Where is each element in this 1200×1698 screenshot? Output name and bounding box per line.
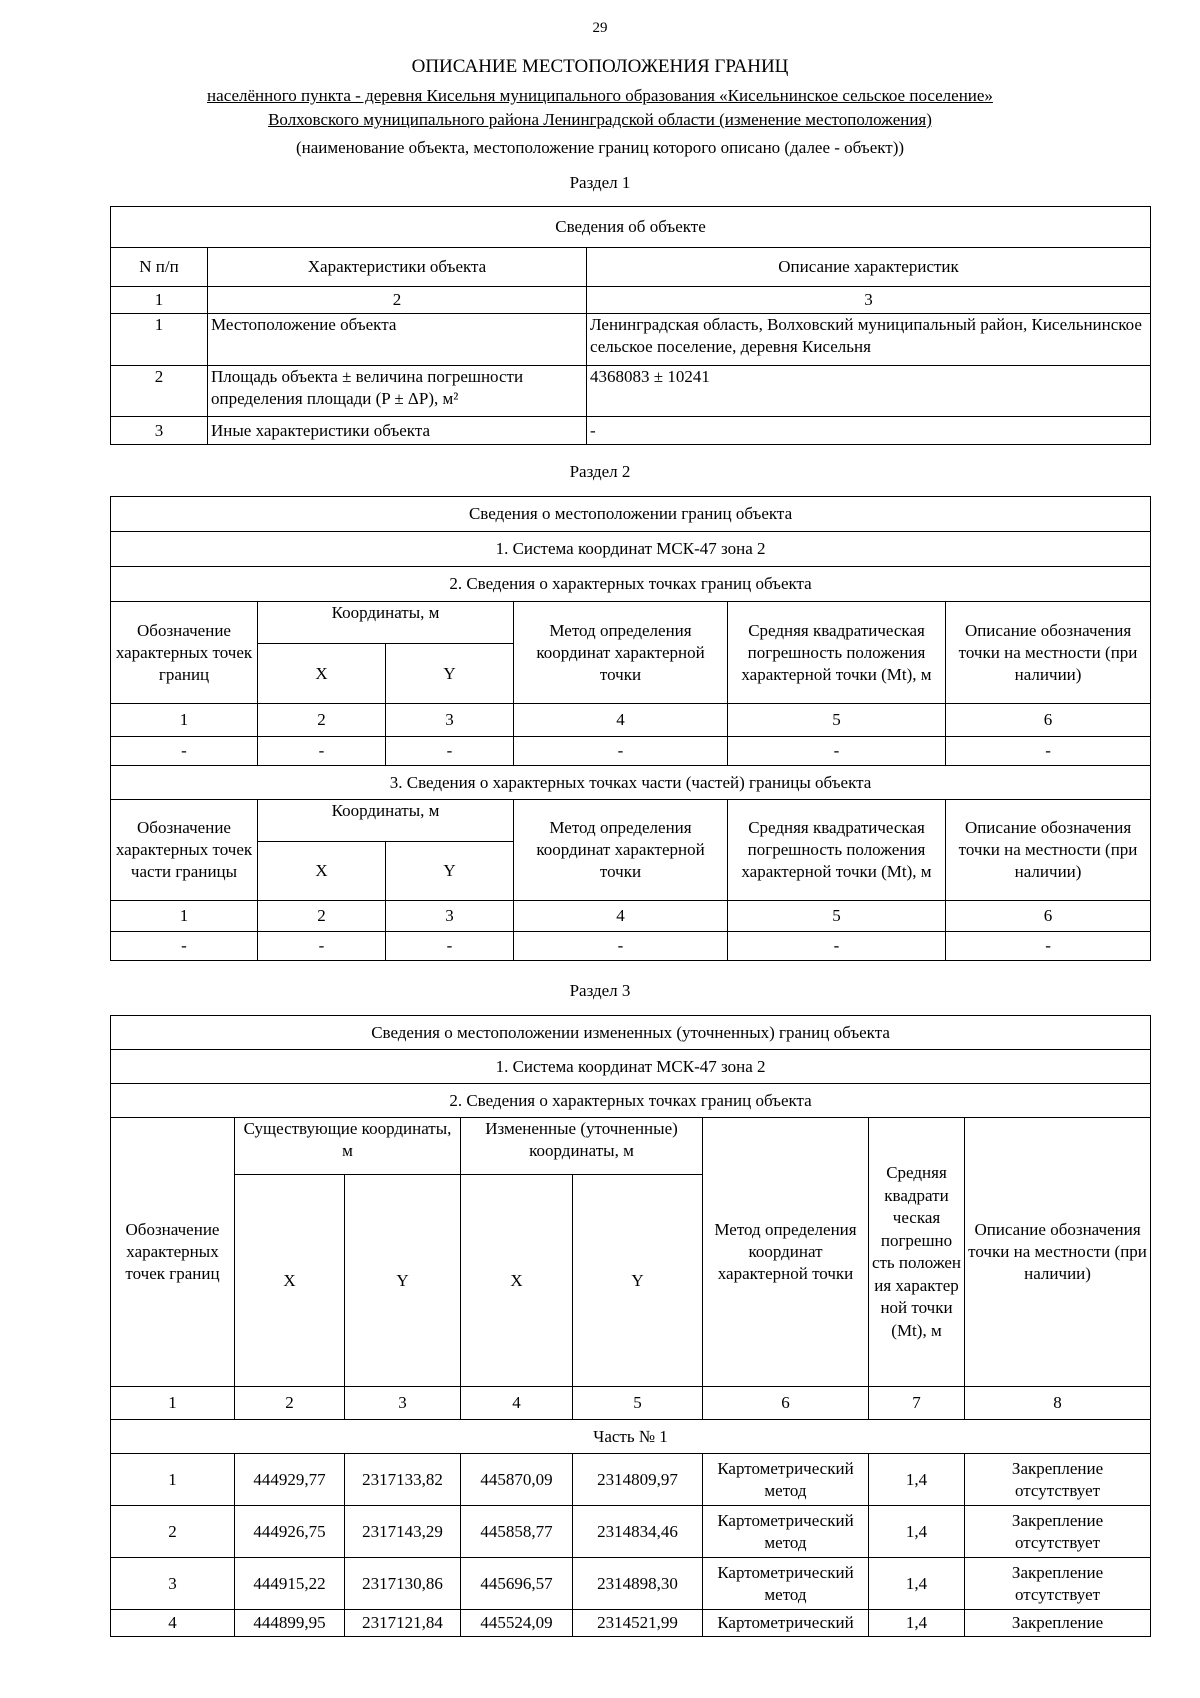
row-number: 3 <box>111 417 208 445</box>
header-method: Метод определения координат характерной точки <box>703 1118 869 1387</box>
section-1-table <box>110 206 1151 445</box>
existing-y: 2317143,29 <box>345 1506 461 1558</box>
col-number: 1 <box>111 704 258 737</box>
points-title: 2. Сведения о характерных точках границ объекта <box>111 1084 1151 1118</box>
existing-y: 2317121,84 <box>345 1610 461 1637</box>
point-description: Закрепление отсутствует <box>965 1454 1151 1506</box>
empty-cell: - <box>728 737 946 766</box>
header-point-description: Описание обозначения точки на местности (при наличии) <box>965 1118 1151 1387</box>
changed-x: 445696,57 <box>461 1558 573 1610</box>
page-number: 29 <box>592 20 608 36</box>
document-title: ОПИСАНИЕ МЕСТОПОЛОЖЕНИЯ ГРАНИЦ <box>411 56 789 77</box>
empty-cell: - <box>946 932 1151 961</box>
header-coordinates: Координаты, м <box>258 602 514 644</box>
section-3-table <box>110 1015 1151 1637</box>
header-designation: Обозначение характерных точек границ <box>111 1118 235 1387</box>
col-number: 3 <box>386 704 514 737</box>
col-number: 5 <box>573 1387 703 1420</box>
table-row <box>111 1558 1151 1610</box>
header-designation-part: Обозначение характерных точек части границы <box>111 800 258 901</box>
value-other: - <box>587 417 1151 445</box>
method: Картометрический метод <box>703 1454 869 1506</box>
table-row <box>111 1454 1151 1506</box>
section-2-table <box>110 496 1151 961</box>
changed-x: 445858,77 <box>461 1506 573 1558</box>
header-y: Y <box>386 644 514 704</box>
header-designation: Обозначение характерных точек границ <box>111 602 258 704</box>
existing-x: 444915,22 <box>235 1558 345 1610</box>
col-number: 2 <box>208 287 587 314</box>
header-changed-x: X <box>461 1175 573 1387</box>
coordinate-system: 1. Система координат МСК-47 зона 2 <box>111 532 1151 567</box>
col-number: 1 <box>111 287 208 314</box>
header-y: Y <box>386 842 514 901</box>
changed-y: 2314809,97 <box>573 1454 703 1506</box>
characteristic-other: Иные характеристики объекта <box>208 417 587 445</box>
method: Картометрический метод <box>703 1558 869 1610</box>
subtitle-line-1-text: населённого пункта - деревня Кисельня муниципального образования «Кисельнинское сельское поселение» <box>207 86 993 105</box>
col-number: 1 <box>111 901 258 932</box>
table-row <box>111 1610 1151 1637</box>
header-point-description: Описание обозначения точки на местности (при наличии) <box>946 800 1151 901</box>
col-number: 3 <box>345 1387 461 1420</box>
method: Картометрический метод <box>703 1506 869 1558</box>
subtitle-line-1 <box>0 85 1200 107</box>
col-number: 2 <box>258 704 386 737</box>
header-existing-x: X <box>235 1175 345 1387</box>
col-number: 7 <box>869 1387 965 1420</box>
subtitle-caption: (наименование объекта, местоположение границ которого описано (далее - объект)) <box>295 138 905 157</box>
empty-cell: - <box>514 932 728 961</box>
col-number: 2 <box>235 1387 345 1420</box>
col-number: 4 <box>514 901 728 932</box>
header-existing-coordinates: Существующие координаты, м <box>235 1118 461 1175</box>
empty-cell: - <box>728 932 946 961</box>
mt: 1,4 <box>869 1558 965 1610</box>
changed-y: 2314898,30 <box>573 1558 703 1610</box>
col-number: 8 <box>965 1387 1151 1420</box>
header-point-description: Описание обозначения точки на местности (при наличии) <box>946 602 1151 704</box>
point-number: 2 <box>111 1506 235 1558</box>
changed-y: 2314521,99 <box>573 1610 703 1637</box>
header-existing-y: Y <box>345 1175 461 1387</box>
empty-cell: - <box>111 932 258 961</box>
row-number: 2 <box>111 366 208 417</box>
col-number: 6 <box>703 1387 869 1420</box>
existing-x: 444926,75 <box>235 1506 345 1558</box>
header-number: N п/п <box>111 248 208 287</box>
mt: 1,4 <box>869 1454 965 1506</box>
row-number: 1 <box>111 314 208 366</box>
subtitle-line-2 <box>0 109 1200 131</box>
col-number: 6 <box>946 704 1151 737</box>
value-area: 4368083 ± 10241 <box>587 366 1151 417</box>
value-location: Ленинградская область, Волховский муниципальный район, Кисельнинское сельское поселение, деревня Кисельня <box>587 314 1151 366</box>
col-number: 4 <box>461 1387 573 1420</box>
point-description: Закрепление отсутствует <box>965 1558 1151 1610</box>
changed-y: 2314834,46 <box>573 1506 703 1558</box>
existing-y: 2317133,82 <box>345 1454 461 1506</box>
empty-cell: - <box>111 737 258 766</box>
existing-x: 444929,77 <box>235 1454 345 1506</box>
empty-cell: - <box>258 737 386 766</box>
col-number: 6 <box>946 901 1151 932</box>
col-number: 5 <box>728 901 946 932</box>
coordinate-system: 1. Система координат МСК-47 зона 2 <box>111 1050 1151 1084</box>
empty-cell: - <box>946 737 1151 766</box>
section-3-table-title: Сведения о местоположении измененных (уточненных) границ объекта <box>111 1016 1151 1050</box>
header-characteristics: Характеристики объекта <box>208 248 587 287</box>
subtitle-line-2-text: Волховского муниципального района Ленинградской области (изменение местоположения) <box>268 110 932 129</box>
header-error: Средняя квадратическая погрешность положения характерной точки (Mt), м <box>728 602 946 704</box>
changed-x: 445870,09 <box>461 1454 573 1506</box>
empty-cell: - <box>514 737 728 766</box>
table-row <box>111 1506 1151 1558</box>
header-method: Метод определения координат характерной точки <box>514 602 728 704</box>
section-3-heading: Раздел 3 <box>569 981 631 1000</box>
changed-x: 445524,09 <box>461 1610 573 1637</box>
characteristic-area: Площадь объекта ± величина погрешности определения площади (P ± ΔP), м² <box>208 366 587 417</box>
header-x: X <box>258 644 386 704</box>
empty-cell: - <box>386 737 514 766</box>
col-number: 3 <box>587 287 1151 314</box>
header-changed-y: Y <box>573 1175 703 1387</box>
point-number: 1 <box>111 1454 235 1506</box>
section-2-heading: Раздел 2 <box>569 462 631 481</box>
method: Картометрический <box>703 1610 869 1637</box>
col-number: 4 <box>514 704 728 737</box>
empty-cell: - <box>386 932 514 961</box>
header-description: Описание характеристик <box>587 248 1151 287</box>
mt: 1,4 <box>869 1506 965 1558</box>
point-description: Закрепление отсутствует <box>965 1506 1151 1558</box>
point-number: 4 <box>111 1610 235 1637</box>
points-title: 2. Сведения о характерных точках границ объекта <box>111 567 1151 602</box>
existing-x: 444899,95 <box>235 1610 345 1637</box>
mt: 1,4 <box>869 1610 965 1637</box>
header-changed-coordinates: Измененные (уточненные) координаты, м <box>461 1118 703 1175</box>
section-2-table-title: Сведения о местоположении границ объекта <box>111 497 1151 532</box>
point-description: Закрепление <box>965 1610 1151 1637</box>
section-1-table-title: Сведения об объекте <box>111 207 1151 248</box>
col-number: 3 <box>386 901 514 932</box>
header-method: Метод определения координат характерной точки <box>514 800 728 901</box>
header-error: Средняя квадрати ческая погрешно сть положен ия характер ной точки (Mt), м <box>869 1118 965 1387</box>
part-label: Часть № 1 <box>111 1420 1151 1454</box>
header-coordinates: Координаты, м <box>258 800 514 842</box>
col-number: 2 <box>258 901 386 932</box>
header-error: Средняя квадратическая погрешность положения характерной точки (Mt), м <box>728 800 946 901</box>
parts-title: 3. Сведения о характерных точках части (частей) границы объекта <box>111 766 1151 800</box>
header-x: X <box>258 842 386 901</box>
col-number: 5 <box>728 704 946 737</box>
characteristic-location: Местоположение объекта <box>208 314 587 366</box>
col-number: 1 <box>111 1387 235 1420</box>
empty-cell: - <box>258 932 386 961</box>
existing-y: 2317130,86 <box>345 1558 461 1610</box>
section-1-heading: Раздел 1 <box>569 173 631 192</box>
point-number: 3 <box>111 1558 235 1610</box>
